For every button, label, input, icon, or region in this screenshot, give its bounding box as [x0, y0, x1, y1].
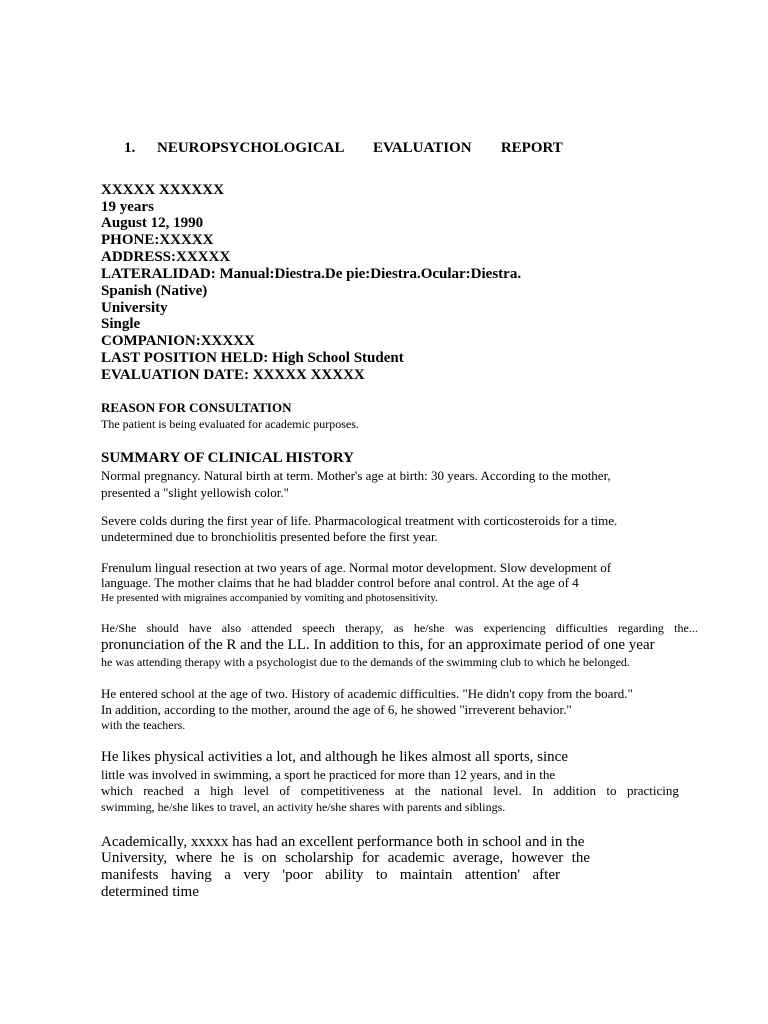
word: which — [101, 783, 133, 798]
word: maintain — [399, 867, 453, 883]
patient-age: 19 years — [101, 199, 154, 215]
word: should — [146, 621, 179, 635]
word: experiencing — [483, 621, 546, 635]
word: the — [414, 783, 431, 798]
patient-education: University — [101, 300, 168, 316]
word: to — [375, 867, 388, 883]
history-paragraph-line: swimming, he/she likes to travel, an activity he/she shares with parents and siblings. — [101, 800, 506, 814]
patient-name: XXXXX XXXXXX — [101, 182, 224, 198]
word: manifests — [101, 867, 159, 883]
word: In — [532, 783, 543, 798]
word: he — [220, 850, 235, 866]
word: He/She — [101, 621, 137, 635]
word: average, — [452, 850, 504, 866]
word: on — [261, 850, 277, 866]
word: very — [243, 867, 270, 883]
word: level. — [493, 783, 522, 798]
word: scholarship — [285, 850, 354, 866]
history-heading: SUMMARY OF CLINICAL HISTORY — [101, 450, 355, 466]
word: 'poor — [282, 867, 313, 883]
history-paragraph-line: Frenulum lingual resection at two years of age. Normal motor development. Slow development of — [101, 560, 612, 575]
word: of — [279, 783, 291, 798]
evaluation-date: EVALUATION DATE: XXXXX XXXXX — [101, 367, 365, 383]
history-paragraph-line: He presented with migraines accompanied by vomiting and photosensitivity. — [101, 592, 438, 604]
history-paragraph-line: little was involved in swimming, a sport he practiced for more than 12 years, and in the — [101, 767, 556, 782]
word: he/she — [413, 621, 445, 635]
history-paragraph-line: He likes physical activities a lot, and although he likes almost all sports, since — [101, 749, 568, 765]
history-paragraph-line: In addition, according to the mother, around the age of 6, he showed "irreverent behavior." — [101, 702, 572, 717]
history-paragraph-line: determined time — [101, 884, 199, 900]
patient-birthdate: August 12, 1990 — [101, 215, 204, 231]
patient-companion: COMPANION:XXXXX — [101, 333, 255, 349]
history-paragraph-line: Normal pregnancy. Natural birth at term. Mother's age at birth: 30 years. According to the mother, — [101, 468, 611, 483]
word: therapy, — [345, 621, 384, 635]
history-paragraph-line — [101, 868, 560, 883]
word: high — [210, 783, 234, 798]
history-paragraph-line: Academically, xxxxx has had an excellent performance both in school and in the — [101, 834, 585, 850]
word: having — [170, 867, 212, 883]
word: national — [440, 783, 483, 798]
patient-marital-status: Single — [101, 316, 141, 332]
word: for — [361, 850, 380, 866]
reason-text: The patient is being evaluated for academic purposes. — [101, 417, 359, 431]
word: level — [243, 783, 269, 798]
word: attention' — [464, 867, 521, 883]
reason-heading: REASON FOR CONSULTATION — [101, 400, 292, 415]
word: ability — [325, 867, 364, 883]
report-title — [124, 141, 563, 156]
history-paragraph-line: presented a "slight yellowish color." — [101, 485, 289, 500]
word: have — [188, 621, 212, 635]
word: after — [532, 867, 560, 883]
history-paragraph-line: he was attending therapy with a psychologist due to the demands of the swimming club to which he belonged. — [101, 655, 630, 669]
word: at — [394, 783, 405, 798]
word: practicing — [626, 783, 679, 798]
history-paragraph-line: language. The mother claims that he had bladder control before anal control. At the age of 4 — [101, 575, 579, 590]
word: where — [175, 850, 213, 866]
history-paragraph-line: He entered school at the age of two. History of academic difficulties. "He didn't copy from the board." — [101, 686, 633, 701]
history-paragraph-line: undetermined due to bronchiolitis presented before the first year. — [101, 529, 438, 544]
word: reached — [143, 783, 184, 798]
word: the... — [674, 621, 698, 635]
word: however — [511, 850, 564, 866]
title-text: NEUROPSYCHOLOGICAL EVALUATION REPORT — [157, 140, 563, 156]
word: addition — [553, 783, 596, 798]
title-number: 1. — [124, 140, 136, 156]
word: regarding — [617, 621, 664, 635]
patient-language: Spanish (Native) — [101, 283, 208, 299]
patient-address: ADDRESS:XXXXX — [101, 249, 231, 265]
word: attended — [251, 621, 292, 635]
word: as — [393, 621, 404, 635]
word: also — [221, 621, 242, 635]
word: a — [194, 783, 200, 798]
history-paragraph-line — [101, 851, 590, 866]
word: speech — [302, 621, 335, 635]
word: was — [454, 621, 474, 635]
history-paragraph-line: pronunciation of the R and the LL. In addition to this, for an approximate period of one year — [101, 637, 655, 653]
word: difficulties — [555, 621, 608, 635]
word: University, — [101, 850, 168, 866]
word: to — [606, 783, 617, 798]
patient-last-position: LAST POSITION HELD: High School Student — [101, 350, 404, 366]
word: competitiveness — [300, 783, 385, 798]
word: the — [571, 850, 590, 866]
history-paragraph-line — [101, 784, 679, 797]
history-paragraph-line: with the teachers. — [101, 718, 186, 732]
word: academic — [387, 850, 445, 866]
history-paragraph-line: Severe colds during the first year of life. Pharmacological treatment with corticosteroids for a time. — [101, 513, 618, 528]
history-paragraph-line — [101, 622, 698, 634]
word: a — [224, 867, 231, 883]
patient-phone: PHONE:XXXXX — [101, 232, 214, 248]
patient-laterality: LATERALIDAD: Manual:Diestra.De pie:Diestra.Ocular:Diestra. — [101, 266, 522, 282]
word: is — [243, 850, 254, 866]
